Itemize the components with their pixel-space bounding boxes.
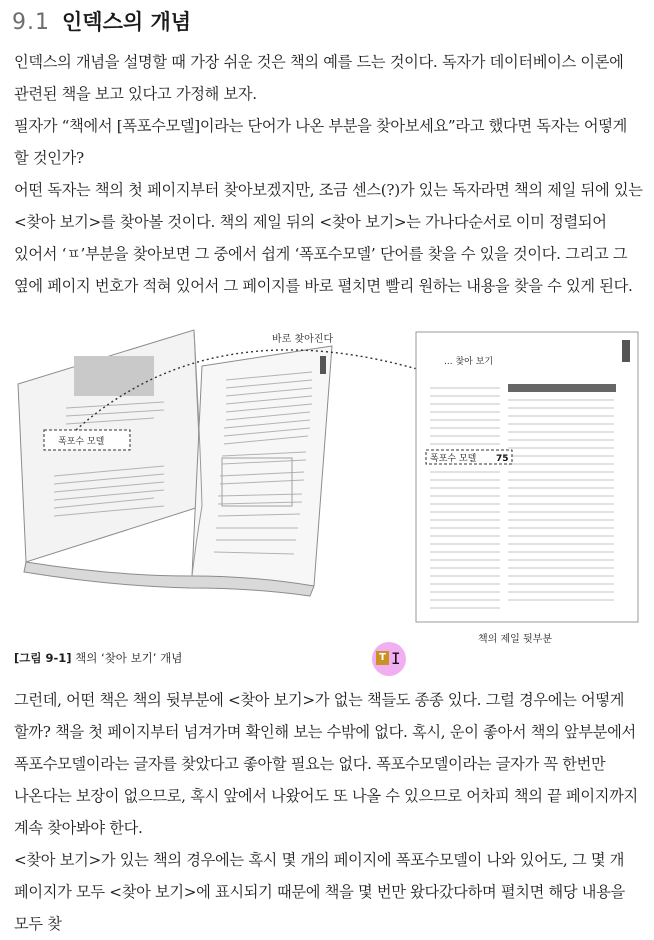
section-heading xyxy=(12,6,191,36)
i-beam-cursor-icon: I xyxy=(391,649,401,668)
section-number: 9.1 xyxy=(12,10,50,35)
figure-9-1 xyxy=(14,326,644,644)
index-entry-term: 폭포수 모델 xyxy=(430,454,477,464)
paragraph-3: 어떤 독자는 책의 첫 페이지부터 찾아보겠지만, 조금 센스(?)가 있는 독자라면 책의 제일 뒤에 있는 <찾아 보기>를 찾아볼 것이다. 책의 제일 뒤의 <찾아 보기>는 가나다순서로 이미 정렬되어 있어서 ‘ㅍ’부분을 찾아보면 그 중에서 쉽게 ‘폭포수모델’ 단어를 찾을 수 있을 것이다. 그리고 그 옆에 페이지 번호가 적혀 있어서 그 페이지를 바로 펼치면 빨리 원하는 내용을 찾을 수 있게 된다. xyxy=(14,181,643,295)
book-box-text: 폭포수 모델 xyxy=(58,437,105,447)
paragraph-5: <찾아 보기>가 있는 책의 경우에는 혹시 몇 개의 페이지에 폭포수모델이 나와 있어도, 그 몇 개 페이지가 모두 <찾아 보기>에 표시되기 때문에 책을 몇 번만 왔다갔다하며 펼치면 해당 내용을 모두 찾 xyxy=(14,851,625,933)
text-cursor-overlay xyxy=(372,642,406,676)
arrow-label: 바로 찾아진다 xyxy=(272,334,334,345)
figure-caption xyxy=(14,650,182,666)
index-page-title: ... 찾아 보기 xyxy=(444,357,494,367)
figure-illustration xyxy=(14,326,644,644)
caption-text: 책의 ‘찾아 보기’ 개념 xyxy=(71,651,183,665)
back-caption: 책의 제일 뒷부분 xyxy=(478,634,552,645)
paragraph-2: 필자가 “책에서 [폭포수모델]이라는 단어가 나온 부분을 찾아보세요”라고 했다면 독자는 어떻게 할 것인가? xyxy=(14,117,628,167)
index-page xyxy=(416,332,638,622)
section-title: 인덱스의 개념 xyxy=(62,10,192,34)
text-tool-icon: T xyxy=(376,651,389,665)
caption-number: [그림 9-1] xyxy=(14,651,72,665)
index-entry-page: 75 xyxy=(496,454,509,464)
paragraph-4: 그런데, 어떤 책은 책의 뒷부분에 <찾아 보기>가 없는 책들도 종종 있다. 그럴 경우에는 어떻게 할까? 책을 첫 페이지부터 넘겨가며 확인해 보는 수밖에 없다. 혹시, 운이 좋아서 책의 앞부분에서 폭포수모델이라는 글자를 찾았다고 좋아할 필요는 없다. 폭포수모델이라는 글자가 꼭 한번만 나온다는 보장이 없으므로, 혹시 앞에서 나왔어도 또 나올 수 있으므로 어차피 책의 끝 페이지까지 계속 찾아봐야 한다. xyxy=(14,691,638,837)
paragraph-1: 인덱스의 개념을 설명할 때 가장 쉬운 것은 책의 예를 드는 것이다. 독자가 데이터베이스 이론에 관련된 책을 보고 있다고 가정해 보자. xyxy=(14,53,624,103)
